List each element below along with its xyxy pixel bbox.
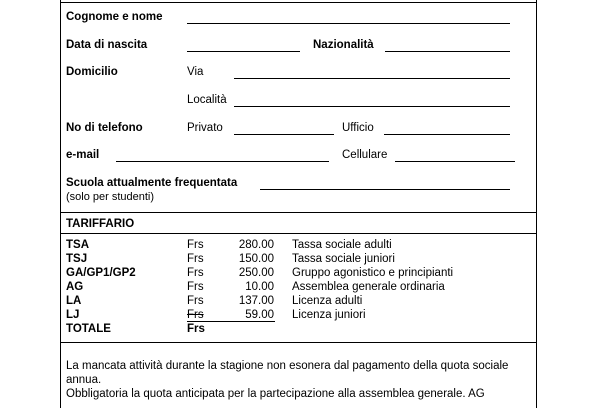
name-field[interactable] bbox=[187, 23, 510, 24]
email-label: e-mail bbox=[66, 149, 100, 161]
tariff-currency: Frs bbox=[187, 253, 204, 265]
birth-date-field[interactable] bbox=[187, 51, 300, 52]
total-row bbox=[0, 323, 600, 337]
tariff-row bbox=[0, 267, 600, 281]
top-divider bbox=[61, 2, 536, 3]
tariff-description: Gruppo agonistico e principianti bbox=[292, 267, 454, 279]
tariff-divider bbox=[61, 233, 536, 234]
email-field[interactable] bbox=[116, 161, 329, 162]
tariff-code: GA/GP1/GP2 bbox=[66, 267, 136, 279]
office-phone-field[interactable] bbox=[384, 134, 510, 135]
tariff-amount: 150.00 bbox=[238, 253, 274, 265]
school-note: (solo per studenti) bbox=[66, 191, 155, 203]
tariff-heading: TARIFFARIO bbox=[66, 218, 135, 230]
tariff-amount: 137.00 bbox=[238, 295, 274, 307]
tariff-amount: 280.00 bbox=[238, 239, 274, 251]
private-phone-label: Privato bbox=[187, 122, 223, 134]
tariff-amount: 10.00 bbox=[245, 281, 274, 293]
nationality-label: Nazionalità bbox=[313, 39, 374, 51]
subtotal-line bbox=[187, 321, 275, 322]
tariff-amount: 250.00 bbox=[238, 267, 274, 279]
total-label: TOTALE bbox=[66, 323, 111, 335]
office-phone-label: Ufficio bbox=[342, 122, 374, 134]
tariff-description: Licenza juniori bbox=[292, 309, 366, 321]
tariff-row bbox=[0, 281, 600, 295]
locality-label: Località bbox=[187, 94, 227, 106]
tariff-currency: Frs bbox=[187, 267, 204, 279]
notes-divider bbox=[61, 342, 536, 343]
tariff-description: Assemblea generale ordinaria bbox=[292, 281, 445, 293]
phone-label: No di telefono bbox=[66, 122, 143, 134]
locality-field[interactable] bbox=[234, 106, 510, 107]
form-frame bbox=[60, 0, 537, 408]
tariff-description: Licenza adulti bbox=[292, 295, 363, 307]
tariff-row bbox=[0, 295, 600, 309]
note-line: annua. bbox=[66, 374, 102, 386]
address-label: Domicilio bbox=[66, 66, 118, 78]
note-line: La mancata attività durante la stagione non esonera dal pagamento della quota sociale bbox=[66, 360, 509, 372]
mobile-field[interactable] bbox=[395, 161, 515, 162]
tariff-row bbox=[0, 239, 600, 253]
tariff-amount: 59.00 bbox=[245, 309, 274, 321]
total-currency: Frs bbox=[187, 323, 205, 335]
school-field[interactable] bbox=[260, 189, 510, 190]
mobile-label: Cellulare bbox=[342, 149, 388, 161]
tariff-currency: Frs bbox=[187, 295, 204, 307]
section-divider bbox=[61, 212, 536, 213]
tariff-description: Tassa sociale juniori bbox=[292, 253, 395, 265]
birth-date-label: Data di nascita bbox=[66, 39, 148, 51]
street-label: Via bbox=[187, 66, 204, 78]
street-field[interactable] bbox=[234, 78, 510, 79]
tariff-row bbox=[0, 253, 600, 267]
private-phone-field[interactable] bbox=[234, 134, 334, 135]
tariff-code: TSJ bbox=[66, 253, 88, 265]
tariff-description: Tassa sociale adulti bbox=[292, 239, 392, 251]
tariff-code: AG bbox=[66, 281, 84, 293]
name-label: Cognome e nome bbox=[66, 11, 163, 23]
tariff-currency: Frs bbox=[187, 281, 204, 293]
tariff-currency: Frs bbox=[187, 239, 204, 251]
nationality-field[interactable] bbox=[385, 51, 510, 52]
tariff-code: TSA bbox=[66, 239, 89, 251]
tariff-row bbox=[0, 309, 600, 323]
school-label: Scuola attualmente frequentata bbox=[66, 177, 238, 189]
note-line: Obbligatoria la quota anticipata per la partecipazione alla assemblea generale. AG bbox=[66, 388, 485, 400]
tariff-currency: Frs bbox=[187, 309, 204, 321]
tariff-code: LA bbox=[66, 295, 82, 307]
tariff-code: LJ bbox=[66, 309, 80, 321]
